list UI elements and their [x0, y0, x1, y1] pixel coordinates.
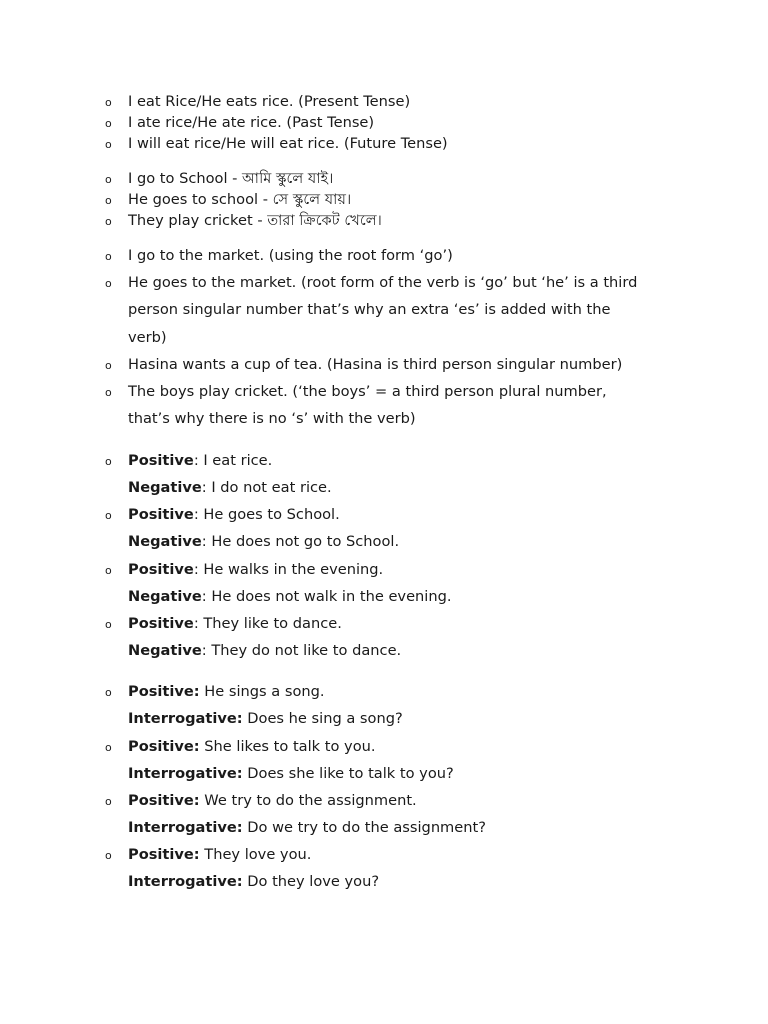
list-item	[105, 451, 688, 506]
positive-line	[128, 560, 688, 587]
list-item	[105, 845, 688, 900]
list-item	[105, 382, 688, 437]
interrogative-line	[128, 709, 688, 736]
positive-line	[128, 791, 688, 818]
bullet-icon: o	[105, 455, 112, 468]
interrogative-line	[128, 872, 688, 899]
positive-line	[128, 614, 688, 641]
list-item-text: I go to the market. (using the root form ‘go’)	[128, 247, 453, 264]
positive-line	[128, 737, 688, 764]
negative-text: : I do not eat rice.	[201, 479, 332, 497]
positive-line	[128, 845, 688, 872]
positive-text: She likes to talk to you.	[199, 738, 376, 755]
positive-line	[128, 451, 688, 478]
negative-line	[128, 587, 688, 614]
list-item	[105, 246, 688, 273]
negative-text: : They do not like to dance.	[201, 642, 402, 660]
positive-text: : He walks in the evening.	[193, 561, 384, 578]
bullet-icon: o	[105, 215, 112, 228]
list-item	[105, 682, 688, 737]
bullet-icon: o	[105, 386, 112, 399]
list-item	[105, 190, 688, 211]
bullet-icon: o	[105, 277, 112, 290]
positive-text: : He goes to School.	[193, 506, 340, 523]
list-item-text: I eat Rice/He eats rice. (Present Tense)	[128, 93, 411, 110]
positive-text: : I eat rice.	[193, 452, 273, 469]
interrogative-line	[128, 764, 688, 791]
list-item	[105, 737, 688, 792]
bullet-icon: o	[105, 795, 112, 808]
bullet-icon: o	[105, 194, 112, 207]
positive-label: Positive:	[128, 683, 200, 700]
list-item-text: I ate rice/He ate rice. (Past Tense)	[128, 114, 375, 131]
bullet-icon: o	[105, 250, 112, 263]
bullet-icon: o	[105, 686, 112, 699]
list-item	[105, 92, 688, 113]
list-item	[105, 560, 688, 615]
list-item-text: verb)	[128, 328, 167, 346]
list-item	[105, 169, 688, 190]
positive-text: We try to do the assignment.	[199, 792, 417, 809]
list-item	[105, 791, 688, 846]
interrogative-label: Interrogative:	[128, 765, 243, 783]
list-item-text: The boys play cricket. (‘the boys’ = a third person plural number,	[128, 383, 607, 400]
interrogative-text: Does she like to talk to you?	[242, 765, 454, 783]
positive-text: They love you.	[199, 846, 312, 863]
interrogative-label: Interrogative:	[128, 710, 243, 728]
negative-text: : He does not go to School.	[201, 533, 400, 551]
list-item-text: Hasina wants a cup of tea. (Hasina is third person singular number)	[128, 356, 623, 373]
interrogative-label: Interrogative:	[128, 873, 243, 891]
positive-text: : They like to dance.	[193, 615, 342, 632]
bullet-icon: o	[105, 618, 112, 631]
bullet-icon: o	[105, 509, 112, 522]
interrogative-text: Does he sing a song?	[242, 710, 403, 728]
positive-text: He sings a song.	[199, 683, 325, 700]
bullet-icon: o	[105, 138, 112, 151]
positive-label: Positive:	[128, 738, 200, 755]
negative-label: Negative	[128, 533, 202, 551]
negative-label: Negative	[128, 588, 202, 606]
interrogative-text: Do we try to do the assignment?	[242, 819, 486, 837]
list-item-text: that’s why there is no ‘s’ with the verb)	[128, 410, 416, 428]
positive-label: Positive	[128, 615, 194, 632]
negative-line	[128, 641, 688, 668]
interrogative-line	[128, 818, 688, 845]
positive-label: Positive	[128, 506, 194, 523]
list-item-text: They play cricket - তারা ক্রিকেট খেলে।	[128, 212, 382, 229]
list-item-text: He goes to school - সে স্কুলে যায়।	[128, 191, 352, 208]
positive-label: Positive	[128, 452, 194, 469]
negative-line	[128, 478, 688, 505]
bullet-icon: o	[105, 359, 112, 372]
list-item	[105, 113, 688, 134]
list-item-text: I will eat rice/He will eat rice. (Future Tense)	[128, 135, 448, 152]
bullet-icon: o	[105, 849, 112, 862]
list-item	[105, 273, 688, 355]
positive-label: Positive:	[128, 846, 200, 863]
negative-label: Negative	[128, 642, 202, 660]
bullet-icon: o	[105, 741, 112, 754]
list-item-text: I go to School - আমি স্কুলে যাই।	[128, 170, 334, 187]
interrogative-text: Do they love you?	[242, 873, 380, 891]
bullet-icon: o	[105, 96, 112, 109]
positive-line	[128, 505, 688, 532]
positive-label: Positive:	[128, 792, 200, 809]
interrogative-label: Interrogative:	[128, 819, 243, 837]
list-item-text: He goes to the market. (root form of the verb is ‘go’ but ‘he’ is a third	[128, 274, 638, 291]
list-item	[105, 211, 688, 232]
negative-label: Negative	[128, 479, 202, 497]
bullet-icon: o	[105, 564, 112, 577]
negative-line	[128, 532, 688, 559]
list-item-text: person singular number that’s why an extra ‘es’ is added with the	[128, 301, 611, 319]
negative-text: : He does not walk in the evening.	[201, 588, 452, 606]
list-item	[105, 505, 688, 560]
positive-label: Positive	[128, 561, 194, 578]
bullet-icon: o	[105, 117, 112, 130]
list-item	[105, 355, 688, 382]
list-item	[105, 614, 688, 669]
list-item	[105, 134, 688, 155]
positive-line	[128, 682, 688, 709]
bullet-icon: o	[105, 173, 112, 186]
